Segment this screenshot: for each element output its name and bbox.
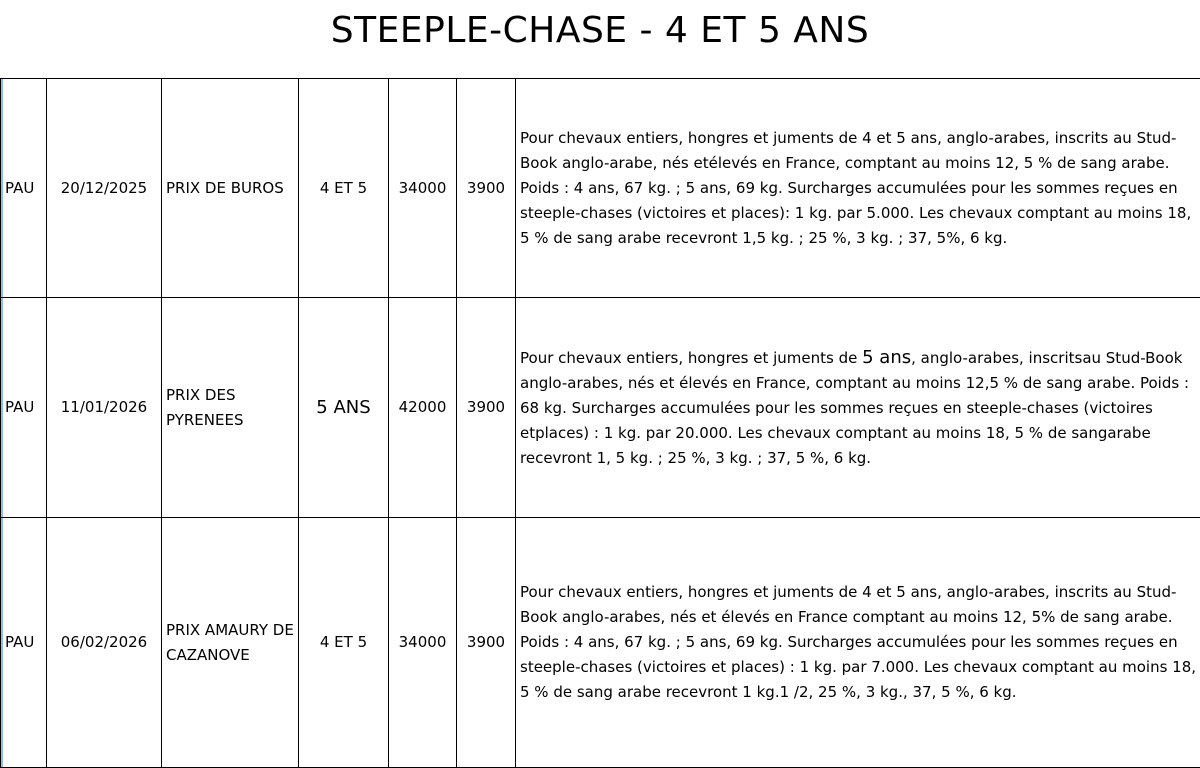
allocation-cell: 42000 (389, 298, 457, 518)
conditions-cell (516, 298, 1200, 518)
page-title: STEEPLE-CHASE - 4 ET 5 ANS (330, 10, 870, 51)
prix-cell: PRIX DE BUROS (162, 79, 299, 298)
distance-cell: 3900 (457, 79, 516, 298)
hippodrome-cell: PAU (1, 79, 47, 298)
table-row (1, 298, 1200, 518)
table-row (1, 518, 1200, 768)
age-cell: 5 ANS (299, 298, 389, 518)
date-cell: 06/02/2026 (47, 518, 162, 768)
date-cell: 11/01/2026 (47, 298, 162, 518)
date-cell: 20/12/2025 (47, 79, 162, 298)
distance-cell: 3900 (457, 298, 516, 518)
conditions-cell: Pour chevaux entiers, hongres et juments de 4 et 5 ans, anglo-arabes, inscrits au Stud-Book anglo-arabe, nés etélevés en France, comptant au moins 12, 5 % de sang arabe. Poids : 4 ans, 67 kg. ; 5 ans, 69 kg. Surcharges accumulées pour les sommes reçues en steeple-chases (victoires et places): 1 kg. par 5.000. Les chevaux comptant au moins 18, 5 % de sang arabe recevront 1,5 kg. ; 25 %, 3 kg. ; 37, 5%, 6 kg. (516, 79, 1200, 298)
allocation-cell: 34000 (389, 79, 457, 298)
prix-cell: PRIX DES PYRENEES (162, 298, 299, 518)
hippodrome-cell: PAU (1, 298, 47, 518)
allocation-cell: 34000 (389, 518, 457, 768)
distance-cell: 3900 (457, 518, 516, 768)
table-row (1, 79, 1200, 298)
prix-cell: PRIX AMAURY DE CAZANOVE (162, 518, 299, 768)
conditions-text-emphasis: 5 ans (862, 346, 912, 368)
age-cell: 4 ET 5 (299, 79, 389, 298)
conditions-cell: Pour chevaux entiers, hongres et juments de 4 et 5 ans, anglo-arabes, inscrits au Stud-Book anglo-arabes, nés et élevés en France comptant au moins 12, 5% de sang arabe. Poids : 4 ans, 67 kg. ; 5 ans, 69 kg. Surcharges accumulées pour les sommes reçues en steeple-chases (victoires et places) : 1 kg. par 7.000. Les chevaux comptant au moins 18, 5 % de sang arabe recevront 1 kg.1 /2, 25 %, 3 kg., 37, 5 %, 6 kg. (516, 518, 1200, 768)
conditions-text-before: Pour chevaux entiers, hongres et juments de (520, 348, 863, 367)
age-cell: 4 ET 5 (299, 518, 389, 768)
hippodrome-cell: PAU (1, 518, 47, 768)
races-table (0, 78, 1200, 768)
conditions-text-after: , anglo-arabes, inscritsau Stud-Book anglo-arabes, nés et élevés en France, comptant au moins 12,5 % de sang arabe. Poids : 68 kg. Surcharges accumulées pour les sommes reçues en steeple-chases (victoires etplaces) : 1 kg. par 20.000. Les chevaux comptant au moins 18, 5 % de sangarabe recevront 1, 5 kg. ; 25 %, 3 kg. ; 37, 5 %, 6 kg. (520, 348, 1189, 467)
